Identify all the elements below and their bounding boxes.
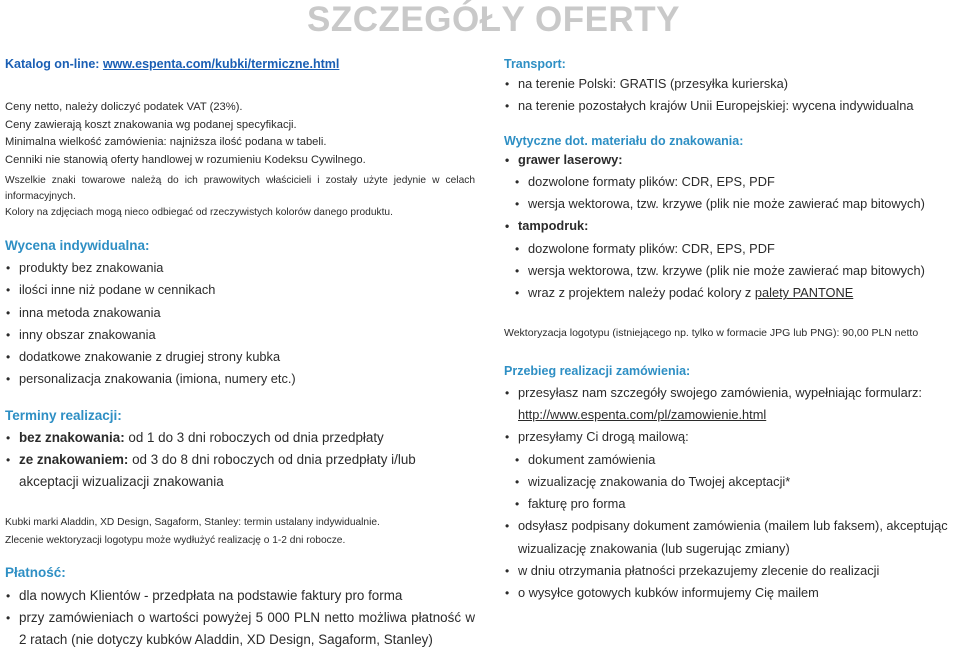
list-item: • przesyłamy Ci drogą mailową: [504,426,956,448]
przebieg-form-link[interactable]: http://www.espenta.com/pl/zamowienie.html [518,406,767,422]
pantone-link[interactable]: palety PANTONE [754,285,854,301]
right-column [504,57,956,605]
wytyczne-heading: Wytyczne dot. materiału do znakowania: [504,133,744,148]
grawer-label: • grawer laserowy: [504,149,956,171]
list-item: • wizualizację znakowania do Twojej akceptacji* [504,471,956,493]
terminy-label: bez znakowania: [19,429,125,445]
left-column [5,57,475,652]
transport-list [504,73,956,118]
terminy-note-brands: Kubki marki Aladdin, XD Design, Sagaform, Stanley: termin ustalany indywidualnie. [5,516,380,528]
list-item: • ilości inne niż podane w cennikach [5,279,475,301]
list-item: • o wysyłce gotowych kubków informujemy Cię mailem [504,582,956,604]
list-item: • inna metoda znakowania [5,302,475,324]
list-item: • odsyłasz podpisany dokument zamówienia (mailem lub faksem), akceptując wizualizację znakowania (lub sugerując zmiany) [504,515,956,560]
list-item [504,282,956,304]
wektoryzacja-note: Wektoryzacja logotypu (istniejącego np. tylko w formacie JPG lub PNG): 90,00 PLN netto [504,326,919,339]
list-item: • dozwolone formaty plików: CDR, EPS, PDF [504,171,956,193]
list-item: • produkty bez znakowania [5,257,475,279]
list-item: • dokument zamówienia [504,449,956,471]
terminy-heading: Terminy realizacji: [5,407,122,423]
list-item [5,427,475,449]
note-offer: Cenniki nie stanowią oferty handlowej w rozumieniu Kodeksu Cywilnego. [5,153,366,166]
list-item: • fakturę pro forma [504,493,956,515]
przebieg-heading: Przebieg realizacji zamówienia: [504,363,691,378]
wycena-list [5,257,475,391]
catalog-label: Katalog on-line: [5,57,100,71]
list-item: • na terenie Polski: GRATIS (przesyłka kurierska) [504,73,956,95]
page-title: SZCZEGÓŁY OFERTY [307,0,680,39]
list-item: • dla nowych Klientów - przedpłata na podstawie faktury pro forma [5,585,475,607]
list-item [504,382,956,427]
terminy-text: od 3 do 8 dni roboczych od dnia przedpłaty i/lub akceptacji wizualizacji znakowania [19,452,416,490]
list-item: • wersja wektorowa, tzw. krzywe (plik nie może zawierać map bitowych) [504,193,956,215]
terminy-text: od 1 do 3 dni roboczych od dnia przedpłaty [124,429,384,445]
tampodruk-label: • tampodruk: [504,215,956,237]
catalog-line [5,57,475,71]
list-item [5,449,475,494]
platnosc-heading: Płatność: [5,564,66,580]
note-colors: Kolory na zdjęciach mogą nieco odbiegać od rzeczywistych kolorów danego produktu. [5,207,393,218]
note-vat: Ceny netto, należy doliczyć podatek VAT (23%). [5,101,243,113]
transport-heading: Transport: [504,57,566,71]
note-brands: Wszelkie znaki towarowe należą do ich prawowitych właścicieli i zostały użyte jedynie w celach informacyjnych. [5,175,475,202]
platnosc-list [5,585,475,652]
catalog-link[interactable]: www.espenta.com/kubki/termiczne.html [102,57,340,71]
przebieg-intro: przesyłasz nam szczegóły swojego zamówienia, wypełniając formularz: [518,384,922,400]
note-cost: Ceny zawierają koszt znakowania wg podanej specyfikacji. [5,118,297,131]
terminy-list [5,427,475,494]
list-item: • przy zamówieniach o wartości powyżej 5 000 PLN netto możliwa płatność w 2 ratach (nie dotyczy kubków Aladdin, XD Design, Sagaform, Stanley) [5,607,475,652]
list-item: • personalizacja znakowania (imiona, numery etc.) [5,368,475,390]
note-min-order: Minimalna wielkość zamówienia: najniższa ilość podana w tabeli. [5,136,327,148]
terminy-note-vector: Zlecenie wektoryzacji logotypu może wydłużyć realizację o 1-2 dni robocze. [5,534,346,546]
list-item: • dodatkowe znakowanie z drugiej strony kubka [5,346,475,368]
pantone-prefix: wraz z projektem należy podać kolory z [528,285,755,301]
list-item: • dozwolone formaty plików: CDR, EPS, PDF [504,238,956,260]
list-item: • wersja wektorowa, tzw. krzywe (plik nie może zawierać map bitowych) [504,260,956,282]
przebieg-list [504,382,956,605]
wycena-heading: Wycena indywidualna: [5,238,150,253]
wytyczne-list [504,149,956,305]
list-item: • inny obszar znakowania [5,324,475,346]
list-item: • w dniu otrzymania płatności przekazujemy zlecenie do realizacji [504,560,956,582]
terminy-label: ze znakowaniem: [19,452,129,468]
list-item: • na terenie pozostałych krajów Unii Europejskiej: wycena indywidualna [504,95,956,117]
